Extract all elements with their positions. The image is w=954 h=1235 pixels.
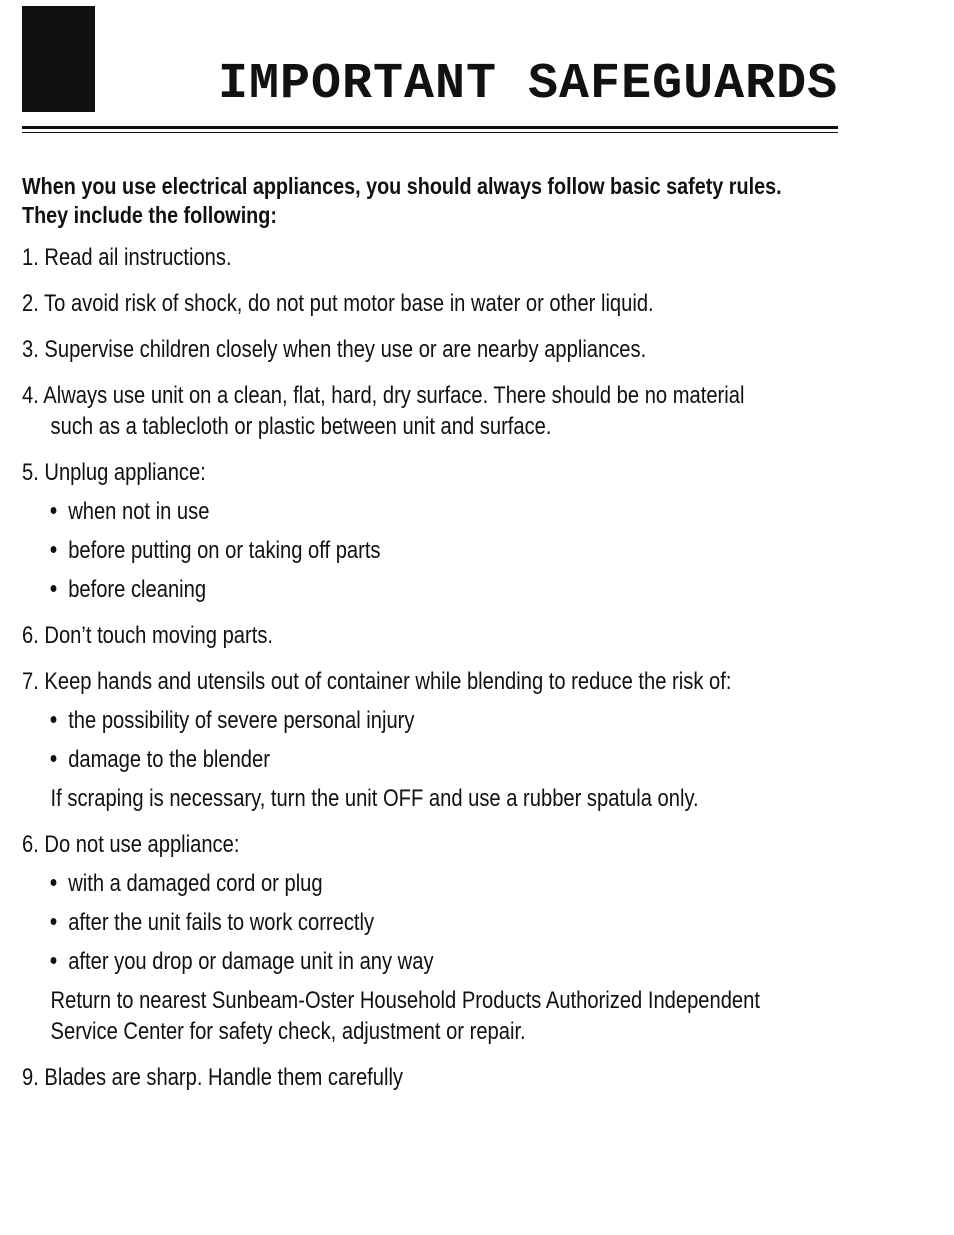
title-rule-thin — [22, 132, 838, 133]
item-9: 9. Blades are sharp. Handle them carefully — [22, 1064, 404, 1091]
bullet-dot — [51, 716, 57, 723]
bullet-dot — [51, 585, 57, 592]
bullet-dot — [51, 755, 57, 762]
page-title: IMPORTANT SAFEGUARDS — [218, 56, 839, 113]
item-4: 4. Always use unit on a clean, flat, hard, dry surface. There should be no material — [22, 382, 745, 409]
item-6b-note: Return to nearest Sunbeam-Oster Household Products Authorized Independent — [50, 987, 760, 1014]
bullet-dot — [51, 546, 57, 553]
intro-text — [22, 172, 922, 230]
item-7-note: If scraping is necessary, turn the unit OFF and use a rubber spatula only. — [50, 785, 699, 812]
item-5-bullet: when not in use — [22, 496, 778, 527]
item-6b-bullet: after the unit fails to work correctly — [22, 907, 778, 938]
title-rule-thick — [22, 126, 838, 129]
bullet-dot — [51, 918, 57, 925]
safeguard-list — [22, 242, 778, 1093]
safeguards-content — [22, 172, 922, 1093]
item-6b: 6. Do not use appliance: — [22, 831, 240, 858]
bullet-dot — [51, 879, 57, 886]
item-6b-bullet: with a damaged cord or plug — [22, 868, 778, 899]
black-tab-marker — [22, 6, 95, 112]
item-3: 3. Supervise children closely when they use or are nearby appliances. — [22, 336, 647, 363]
intro-line-1: When you use electrical appliances, you should always follow basic safety rules. — [22, 173, 782, 199]
bullet-dot — [51, 957, 57, 964]
item-4-continued: such as a tablecloth or plastic between unit and surface. — [50, 413, 552, 440]
item-6a: 6. Don’t touch moving parts. — [22, 622, 274, 649]
item-1: 1. Read ail instructions. — [22, 244, 232, 271]
item-7-bullet: damage to the blender — [22, 744, 778, 775]
item-7: 7. Keep hands and utensils out of container while blending to reduce the risk of: — [22, 668, 732, 695]
item-6b-bullet: after you drop or damage unit in any way — [22, 946, 778, 977]
item-6b-note-continued: Service Center for safety check, adjustment or repair. — [50, 1018, 526, 1045]
item-5-bullet: before putting on or taking off parts — [22, 535, 778, 566]
item-5: 5. Unplug appliance: — [22, 459, 206, 486]
item-2: 2. To avoid risk of shock, do not put motor base in water or other liquid. — [22, 290, 654, 317]
item-7-bullet: the possibility of severe personal injury — [22, 705, 778, 736]
item-5-bullet: before cleaning — [22, 574, 778, 605]
bullet-dot — [51, 507, 57, 514]
intro-line-2: They include the following: — [22, 202, 277, 228]
